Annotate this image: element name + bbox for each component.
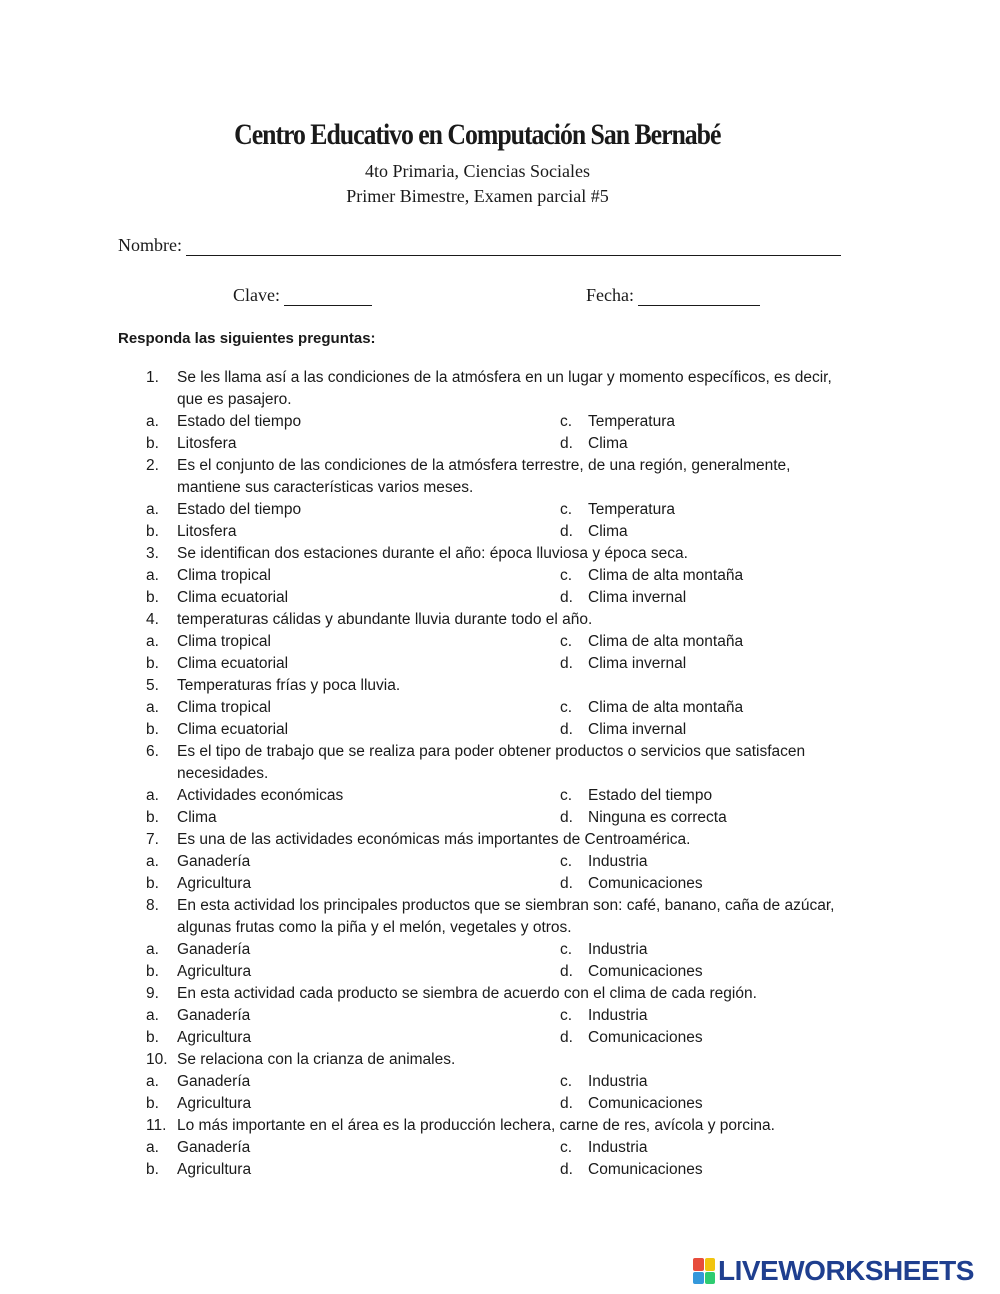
option-letter: d. — [560, 875, 573, 892]
logo-square — [705, 1258, 716, 1271]
answer-option[interactable]: Clima invernal — [588, 589, 687, 606]
answer-row — [0, 851, 1000, 873]
option-letter: b. — [146, 589, 159, 606]
option-letter: d. — [560, 1029, 573, 1046]
answer-row — [0, 587, 1000, 609]
option-letter: b. — [146, 809, 159, 826]
answer-option[interactable]: Clima de alta montaña — [588, 567, 744, 584]
question-number: 1. — [146, 369, 159, 386]
answer-option[interactable]: Clima ecuatorial — [177, 589, 289, 606]
question-line — [0, 741, 1000, 763]
question-number: 3. — [146, 545, 159, 562]
fecha-label: Fecha: — [586, 285, 634, 305]
question-line — [0, 1115, 1000, 1137]
liveworksheets-branding — [693, 1255, 974, 1287]
question-line — [0, 543, 1000, 565]
option-letter: c. — [560, 1139, 573, 1156]
answer-option[interactable]: Ganadería — [177, 1073, 251, 1090]
answer-option[interactable]: Actividades económicas — [177, 787, 344, 804]
answer-option[interactable]: Industria — [588, 1007, 648, 1024]
logo-square — [693, 1272, 704, 1285]
option-letter: a. — [146, 501, 159, 518]
option-letter: c. — [560, 567, 573, 584]
answer-option[interactable]: Ganadería — [177, 941, 251, 958]
question-list — [0, 367, 1000, 1181]
question-text: que es pasajero. — [177, 391, 292, 408]
option-letter: d. — [560, 809, 573, 826]
answer-row — [0, 873, 1000, 895]
option-letter: d. — [560, 721, 573, 738]
liveworksheets-logo-icon — [693, 1258, 715, 1284]
answer-option[interactable]: Comunicaciones — [588, 1029, 703, 1046]
option-letter: c. — [560, 1007, 573, 1024]
answer-option[interactable]: Estado del tiempo — [177, 501, 302, 518]
question-number: 6. — [146, 743, 159, 760]
clave-field — [233, 285, 372, 306]
nombre-blank[interactable] — [186, 239, 841, 256]
answer-row — [0, 939, 1000, 961]
answer-option[interactable]: Ganadería — [177, 1007, 251, 1024]
option-letter: d. — [560, 523, 573, 540]
answer-row — [0, 631, 1000, 653]
answer-option[interactable]: Comunicaciones — [588, 1095, 703, 1112]
question-line — [0, 983, 1000, 1005]
answer-option[interactable]: Agricultura — [177, 875, 252, 892]
fecha-field — [586, 285, 760, 306]
exam-subtitle: Primer Bimestre, Examen parcial #5 — [346, 186, 609, 206]
option-letter: c. — [560, 633, 573, 650]
option-letter: d. — [560, 963, 573, 980]
question-number: 10. — [146, 1051, 168, 1068]
answer-option[interactable]: Industria — [588, 1139, 648, 1156]
answer-row — [0, 411, 1000, 433]
option-letter: b. — [146, 435, 159, 452]
option-letter: a. — [146, 787, 159, 804]
question-number: 7. — [146, 831, 159, 848]
option-letter: b. — [146, 721, 159, 738]
question-line — [0, 389, 1000, 411]
option-letter: c. — [560, 413, 573, 430]
option-letter: b. — [146, 523, 159, 540]
answer-option[interactable]: Comunicaciones — [588, 875, 703, 892]
answer-row — [0, 1159, 1000, 1181]
clave-blank[interactable] — [284, 289, 372, 306]
answer-option[interactable]: Comunicaciones — [588, 963, 703, 980]
question-number: 4. — [146, 611, 159, 628]
logo-square — [693, 1258, 704, 1271]
answer-row — [0, 1027, 1000, 1049]
question-text: Lo más importante en el área es la producción lechera, carne de res, avícola y porcina. — [177, 1117, 775, 1134]
answer-option[interactable]: Clima de alta montaña — [588, 633, 744, 650]
nombre-label: Nombre: — [118, 235, 182, 255]
option-letter: d. — [560, 589, 573, 606]
answer-option[interactable]: Industria — [588, 853, 648, 870]
option-letter: d. — [560, 655, 573, 672]
answer-option[interactable]: Agricultura — [177, 1095, 252, 1112]
option-letter: b. — [146, 655, 159, 672]
answer-option[interactable]: Clima tropical — [177, 699, 271, 716]
option-letter: a. — [146, 1073, 159, 1090]
answer-row — [0, 499, 1000, 521]
answer-row — [0, 1093, 1000, 1115]
question-text: Se les llama así a las condiciones de la atmósfera en un lugar y momento específicos, es decir, — [177, 369, 832, 386]
answer-row — [0, 807, 1000, 829]
answer-row — [0, 961, 1000, 983]
answer-row — [0, 521, 1000, 543]
answer-option[interactable]: Agricultura — [177, 963, 252, 980]
answer-option[interactable]: Clima tropical — [177, 633, 271, 650]
option-letter: a. — [146, 941, 159, 958]
question-line — [0, 829, 1000, 851]
question-line — [0, 675, 1000, 697]
answer-row — [0, 653, 1000, 675]
question-text: algunas frutas como la piña y el melón, vegetales y otros. — [177, 919, 572, 936]
option-letter: a. — [146, 1007, 159, 1024]
question-text: Se identifican dos estaciones durante el año: época lluviosa y época seca. — [177, 545, 688, 562]
option-letter: c. — [560, 941, 573, 958]
answer-row — [0, 565, 1000, 587]
answer-option[interactable]: Clima ecuatorial — [177, 721, 289, 738]
option-letter: a. — [146, 567, 159, 584]
answer-option[interactable]: Clima — [588, 435, 628, 452]
answer-option[interactable]: Ninguna es correcta — [588, 809, 727, 826]
fecha-blank[interactable] — [638, 289, 760, 306]
answer-option[interactable]: Clima tropical — [177, 567, 271, 584]
question-text: temperaturas cálidas y abundante lluvia durante todo el año. — [177, 611, 593, 628]
option-letter: a. — [146, 1139, 159, 1156]
question-text: Es el conjunto de las condiciones de la atmósfera terrestre, de una región, generalmente, — [177, 457, 791, 474]
answer-option[interactable]: Clima invernal — [588, 655, 687, 672]
answer-option[interactable]: Comunicaciones — [588, 1161, 703, 1178]
option-letter: b. — [146, 963, 159, 980]
answer-option[interactable]: Clima — [177, 809, 217, 826]
answer-option[interactable]: Industria — [588, 941, 648, 958]
answer-row — [0, 1137, 1000, 1159]
option-letter: c. — [560, 1073, 573, 1090]
question-text: mantiene sus características varios meses. — [177, 479, 474, 496]
answer-option[interactable]: Clima ecuatorial — [177, 655, 289, 672]
option-letter: c. — [560, 501, 573, 518]
question-line — [0, 1049, 1000, 1071]
option-letter: b. — [146, 875, 159, 892]
option-letter: c. — [560, 853, 573, 870]
answer-option[interactable]: Agricultura — [177, 1029, 252, 1046]
question-number: 2. — [146, 457, 159, 474]
question-number: 9. — [146, 985, 159, 1002]
question-line — [0, 895, 1000, 917]
question-number: 5. — [146, 677, 159, 694]
question-line — [0, 917, 1000, 939]
option-letter: c. — [560, 699, 573, 716]
brand-name: LIVEWORKSHEETS — [718, 1255, 974, 1286]
answer-row — [0, 1005, 1000, 1027]
answer-row — [0, 1071, 1000, 1093]
answer-option[interactable]: Litosfera — [177, 523, 237, 540]
logo-square — [705, 1272, 716, 1285]
clave-label: Clave: — [233, 285, 280, 305]
answer-option[interactable]: Estado del tiempo — [177, 413, 302, 430]
question-line — [0, 367, 1000, 389]
answer-row — [0, 719, 1000, 741]
answer-option[interactable]: Ganadería — [177, 1139, 251, 1156]
option-letter: a. — [146, 699, 159, 716]
option-letter: b. — [146, 1161, 159, 1178]
option-letter: b. — [146, 1095, 159, 1112]
question-text: Es una de las actividades económicas más importantes de Centroamérica. — [177, 831, 691, 848]
question-line — [0, 455, 1000, 477]
answer-option[interactable]: Clima de alta montaña — [588, 699, 744, 716]
answer-option[interactable]: Estado del tiempo — [588, 787, 713, 804]
question-number: 8. — [146, 897, 159, 914]
question-text: necesidades. — [177, 765, 269, 782]
nombre-field — [118, 235, 841, 256]
instructions: Responda las siguientes preguntas: — [118, 330, 376, 347]
answer-option[interactable]: Temperatura — [588, 501, 676, 518]
answer-option[interactable]: Agricultura — [177, 1161, 252, 1178]
grade-subtitle: 4to Primaria, Ciencias Sociales — [365, 161, 590, 181]
option-letter: d. — [560, 1161, 573, 1178]
option-letter: c. — [560, 787, 573, 804]
question-text: Es el tipo de trabajo que se realiza para poder obtener productos o servicios que satisfacen — [177, 743, 806, 760]
answer-option[interactable]: Industria — [588, 1073, 648, 1090]
question-number: 11. — [146, 1117, 167, 1134]
option-letter: a. — [146, 413, 159, 430]
option-letter: d. — [560, 435, 573, 452]
question-text: En esta actividad los principales productos que se siembran son: café, banano, caña de azúcar, — [177, 897, 835, 914]
option-letter: d. — [560, 1095, 573, 1112]
answer-option[interactable]: Litosfera — [177, 435, 237, 452]
school-title: Centro Educativo en Computación San Bernabé — [234, 118, 721, 151]
option-letter: a. — [146, 633, 159, 650]
answer-row — [0, 785, 1000, 807]
question-text: En esta actividad cada producto se siembra de acuerdo con el clima de cada región. — [177, 985, 757, 1002]
answer-option[interactable]: Clima invernal — [588, 721, 687, 738]
question-line — [0, 477, 1000, 499]
question-text: Se relaciona con la crianza de animales. — [177, 1051, 456, 1068]
answer-option[interactable]: Ganadería — [177, 853, 251, 870]
answer-row — [0, 697, 1000, 719]
answer-option[interactable]: Temperatura — [588, 413, 676, 430]
question-line — [0, 609, 1000, 631]
option-letter: b. — [146, 1029, 159, 1046]
answer-row — [0, 433, 1000, 455]
answer-option[interactable]: Clima — [588, 523, 628, 540]
option-letter: a. — [146, 853, 159, 870]
question-line — [0, 763, 1000, 785]
question-text: Temperaturas frías y poca lluvia. — [177, 677, 401, 694]
